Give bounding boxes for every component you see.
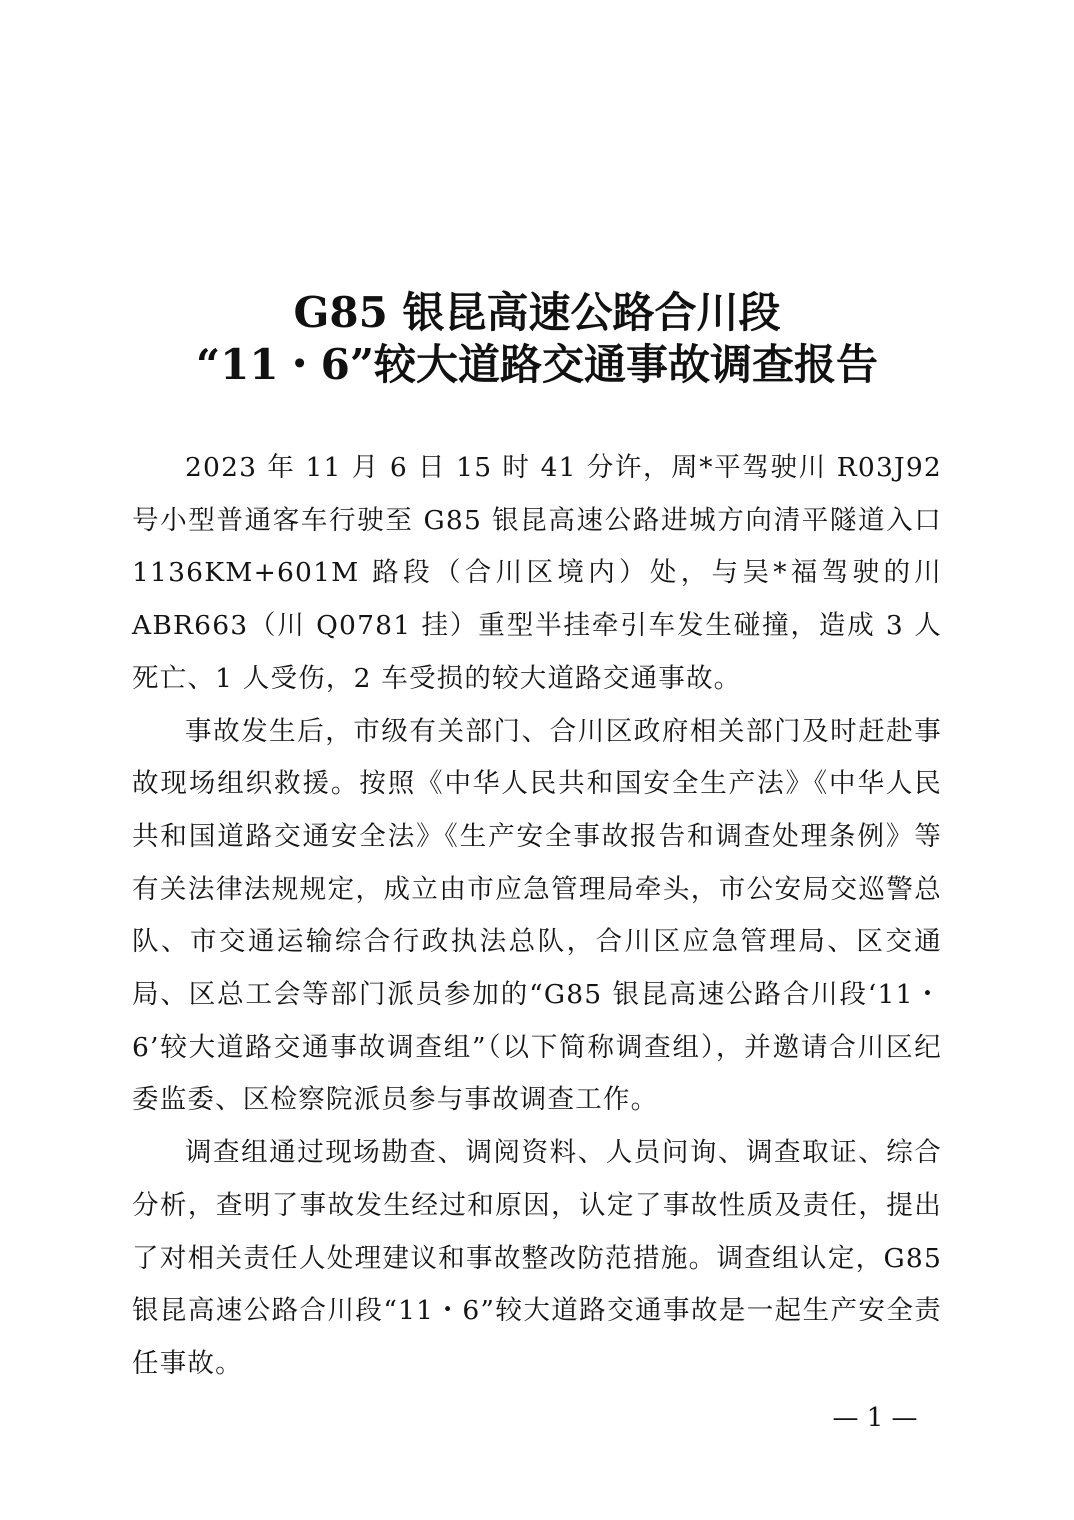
report-title-line1: G85 银昆高速公路合川段 [293, 288, 781, 337]
report-body [132, 442, 942, 1391]
report-title-line2: “11・6”较大道路交通事故调查报告 [196, 340, 878, 389]
paragraph-accident-summary: 2023 年 11 月 6 日 15 时 41 分许，周*平驾驶川 R03J92 号小型普通客车行驶至 G85 银昆高速公路进城方向清平隧道入口 1136KM+601M 路段（合川区境内）处，与吴*福驾驶的川 ABR663（川 Q0781 挂）重型半挂牵引车发生碰撞，造成 3 人死亡、1 人受伤，2 车受损的较大道路交通事故。 [132, 452, 942, 694]
page-number: — 1 — [832, 1403, 918, 1433]
paragraph-investigation-conclusion: 调查组通过现场勘查、调阅资料、人员问询、调查取证、综合分析，查明了事故发生经过和原因，认定了事故性质及责任，提出了对相关责任人处理建议和事故整改防范措施。调查组认定，G85 银昆高速公路合川段“11・6”较大道路交通事故是一起生产安全责任事故。 [132, 1137, 942, 1379]
paragraph-investigation-setup: 事故发生后，市级有关部门、合川区政府相关部门及时赶赴事故现场组织救援。按照《中华人民共和国安全生产法》《中华人民共和国道路交通安全法》《生产安全事故报告和调查处理条例》等有关法律法规规定，成立由市应急管理局牵头，市公安局交巡警总队、市交通运输综合行政执法总队，合川区应急管理局、区交通局、区总工会等部门派员参加的“G85 银昆高速公路合川段‘11・6’较大道路交通事故调查组”（以下简称调查组），并邀请合川区纪委监委、区检察院派员参与事故调查工作。 [132, 715, 942, 1116]
